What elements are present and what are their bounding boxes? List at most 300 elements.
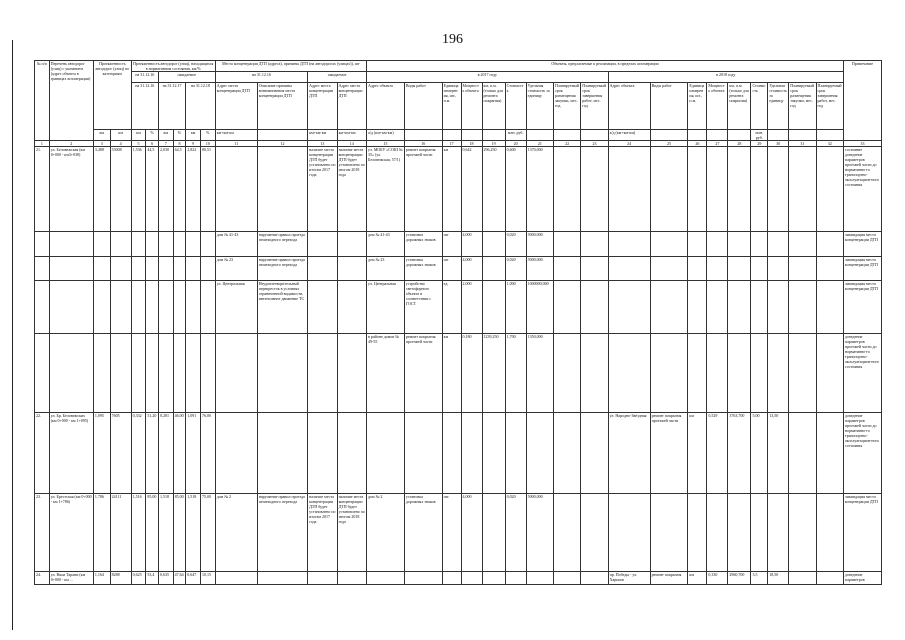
table-cell-c23 [581, 257, 608, 281]
table-cell-v5 [131, 281, 146, 334]
table-cell-no [35, 257, 50, 281]
table-cell-c17 [442, 413, 461, 494]
hdr-unit-km-4: км [110, 130, 131, 141]
table-cell-v9 [186, 281, 201, 334]
table-cell-v10 [200, 257, 215, 281]
table-cell-v3: 1,164 [93, 572, 110, 585]
table-cell-c19 [482, 413, 505, 494]
table-cell-c14: наличие места концентрации ДТП будет установлено по итогам 2018 года [337, 147, 366, 232]
table-cell-c17: шт [442, 232, 461, 257]
table-cell-c12 [257, 334, 307, 413]
table-cell-v3: 1,095 [93, 413, 110, 494]
table-cell-c30 [768, 334, 789, 413]
table-cell-v3: 3,488 [93, 147, 110, 232]
table-cell-note: доведение параметров проезжей части до нормативно-го транспортно-эксплуатацион-ного состояния [843, 413, 881, 494]
hdr-blank-17 [442, 130, 461, 141]
table-cell-note: ликвидация места концентрации ДТП [843, 257, 881, 281]
table-cell-v7: 1,518 [158, 494, 173, 572]
table-cell-v7 [158, 257, 173, 281]
table-cell-c12 [257, 572, 307, 585]
table-cell-c23 [581, 494, 608, 572]
table-cell-v6 [146, 257, 159, 281]
table-cell-c27: 0,529 [707, 413, 728, 494]
table-cell-c25 [650, 281, 688, 334]
table-cell-c28: 2960,700 [728, 572, 751, 585]
column-number: 24 [608, 141, 650, 147]
hdr-blank-21 [526, 130, 553, 141]
table-cell-c19 [482, 232, 505, 257]
table-cell-c19: 296,250 [482, 147, 505, 232]
column-number: 4 [110, 141, 131, 147]
table-cell-c24 [608, 494, 650, 572]
table-cell-c13 [308, 257, 337, 281]
table-cell-c14 [337, 572, 366, 585]
table-cell-c24: ул. Народно-Звёздная [608, 413, 650, 494]
column-number: 25 [650, 141, 688, 147]
table-cell-v10: 76,00 [200, 413, 215, 494]
table-cell-c26: км [688, 572, 707, 585]
table-cell-v8: 46,00 [173, 413, 186, 494]
hdr-length: Протяженность автодорог (улиц) по категориям [93, 61, 131, 130]
header-row-2 [35, 72, 882, 83]
table-cell-c12: нарушение правил проезда пешеходного перехода [257, 494, 307, 572]
hdr-blank-16 [404, 130, 442, 141]
table-cell-v10 [200, 232, 215, 257]
table-cell-no: 24. [35, 572, 50, 585]
column-number: 32 [816, 141, 843, 147]
hdr-no: № п/п [35, 61, 50, 141]
table-cell-v3 [93, 281, 110, 334]
table-cell-c25 [650, 494, 688, 572]
hdr-coords-13: км+км-км [308, 130, 337, 141]
table-cell-c15: дом № 2 [367, 494, 405, 572]
table-cell-c17: шт. [442, 494, 461, 572]
table-cell-c16: установка дорожных знаков [404, 257, 442, 281]
table-cell-v9 [186, 232, 201, 257]
table-cell-c13 [308, 232, 337, 257]
hdr-addr-object-2018: Адрес объекта [608, 83, 650, 130]
hdr-plan-end-2017: Планируемый срок завершения работ, мес. год [581, 83, 608, 130]
table-cell-c16: установка дорожных знаков [404, 494, 442, 572]
table-cell-c17 [442, 572, 461, 585]
table-row [35, 257, 882, 281]
hdr-addr-place-2017: Адрес места концентрации ДТП [308, 83, 337, 130]
table-cell-c23 [581, 147, 608, 232]
table-cell-v10: 10,15 [200, 572, 215, 585]
table-cell-c16: устройство светофорного объекта в соответствии с ГОСТ [404, 281, 442, 334]
table-cell-v6 [146, 232, 159, 257]
table-cell-c31 [789, 572, 816, 585]
hdr-unit-2017: Единица измерения, шт., п.м. [442, 83, 461, 130]
hdr-blank-23 [581, 130, 608, 141]
table-row [35, 494, 882, 572]
table-cell-c15: в районе домов № 49-55 [367, 334, 405, 413]
hdr-dtp-expected: ожидаемое [308, 72, 367, 83]
hdr-reason: Описание причины возникновения места концентрации ДТП [257, 83, 307, 130]
table-cell-no: 21. [35, 147, 50, 232]
table-cell-c28 [728, 232, 751, 257]
table-cell-v7 [158, 334, 173, 413]
column-number: 5 [131, 141, 146, 147]
table-cell-road [49, 281, 93, 334]
hdr-coords-15: а/д (км+км-км) [367, 130, 405, 141]
table-cell-c22 [553, 413, 580, 494]
table-cell-c15: дом № 41-43 [367, 232, 405, 257]
column-number: 18 [461, 141, 482, 147]
hdr-sub-311216: на 31.12.16 [131, 83, 158, 130]
table-cell-c21: 1350,000 [526, 334, 553, 413]
hdr-coords-24: а/д (км+км-км) [608, 130, 650, 141]
column-number: 30 [768, 141, 789, 147]
hdr-unit-pct-8: % [173, 130, 186, 141]
table-cell-v3 [93, 257, 110, 281]
table-cell-c21: 1370,000 [526, 147, 553, 232]
table-cell-v5 [131, 257, 146, 281]
table-cell-c22 [553, 281, 580, 334]
table-cell-c19: 1239,250 [482, 334, 505, 413]
table-cell-c11: ул. Центральная [215, 281, 257, 334]
column-number: 11 [215, 141, 257, 147]
table-cell-c18: 4,000 [461, 232, 482, 257]
table-cell-c31 [789, 413, 816, 494]
table-cell-v8: 85,00 [173, 494, 186, 572]
column-number: 13 [308, 141, 337, 147]
table-row [35, 281, 882, 334]
table-cell-c17: км [442, 147, 461, 232]
table-cell-c31 [789, 281, 816, 334]
table-cell-c25: ремонт покрытия [650, 572, 688, 585]
table-cell-c22 [553, 572, 580, 585]
column-number: 23 [581, 141, 608, 147]
table-cell-c29: 5,00 [751, 413, 768, 494]
table-cell-v8 [173, 334, 186, 413]
table-cell-c23 [581, 334, 608, 413]
table-cell-c17: шт [442, 257, 461, 281]
hdr-unit-km-7: км [158, 130, 173, 141]
hdr-blank-22 [553, 130, 580, 141]
table-cell-no: 23. [35, 494, 50, 572]
table-cell-c24 [608, 334, 650, 413]
hdr-311216: на 31.12.16 [131, 72, 158, 83]
table-cell-c15: ул. МОБУ «СОШ № 35» (ул. Беловежская, 57/1) [367, 147, 405, 232]
table-cell-c23 [581, 413, 608, 494]
table-cell-road [49, 334, 93, 413]
hdr-work-type-2018: Виды работ [650, 83, 688, 130]
table-cell-c32 [816, 281, 843, 334]
table-cell-c28 [728, 281, 751, 334]
table-cell-v4 [110, 281, 131, 334]
page-number: 196 [442, 32, 463, 47]
hdr-addr-place-2018: Адрес места концентрации ДТП [337, 83, 366, 130]
table-cell-v6 [146, 334, 159, 413]
table-cell-c13 [308, 572, 337, 585]
table-cell-c30 [768, 281, 789, 334]
table-cell-c31 [789, 257, 816, 281]
table-cell-note: ликвидация места концентрации ДТП [843, 281, 881, 334]
table-cell-c28 [728, 147, 751, 232]
table-cell-c27 [707, 232, 728, 257]
table-cell-road: ул. Вяхи Тарани (км 0+000 - км ... [49, 572, 93, 585]
table-cell-note: ликвидация места концентрации ДТП [843, 232, 881, 257]
table-row [35, 232, 882, 257]
table-cell-road [49, 232, 93, 257]
table-cell-c29 [751, 281, 768, 334]
table-cell-c30 [768, 257, 789, 281]
table-cell-c27 [707, 147, 728, 232]
table-cell-c28: 3763,700 [728, 413, 751, 494]
table-cell-road: ул. Беловежская (км 0+000 - км3+038) [49, 147, 93, 232]
table-cell-note: доведение параметров проезжей части до нормативно-го транспортно-эксплуатацион-ного состояния [843, 334, 881, 413]
column-number: 20 [505, 141, 526, 147]
table-cell-v7: 2,030 [158, 147, 173, 232]
table-cell-c26 [688, 147, 707, 232]
table-cell-c22 [553, 147, 580, 232]
table-cell-c31 [789, 232, 816, 257]
table-cell-c23 [581, 281, 608, 334]
table-cell-c21 [526, 572, 553, 585]
table-cell-c22 [553, 334, 580, 413]
table-cell-c17: ед. [442, 281, 461, 334]
table-cell-v5: 0,625 [131, 572, 146, 585]
hdr-road-name: Перечень автодорог (улиц) с указанием (адрес объекта в границах агломерации) [49, 61, 93, 141]
table-cell-c28 [728, 257, 751, 281]
column-number: 8 [173, 141, 186, 147]
table-cell-c18 [461, 572, 482, 585]
table-cell-c32 [816, 232, 843, 257]
column-number: 12 [257, 141, 307, 147]
table-cell-c27 [707, 281, 728, 334]
table-cell-v9: 0,647 [186, 572, 201, 585]
table-cell-c11: дом № 23 [215, 257, 257, 281]
table-cell-c32 [816, 494, 843, 572]
table-cell-c30: 18,50 [768, 572, 789, 585]
table-cell-c16 [404, 413, 442, 494]
table-cell-c18: 2,000 [461, 281, 482, 334]
table-cell-c15: ул. Центральная [367, 281, 405, 334]
table-cell-c32 [816, 147, 843, 232]
table-cell-c16: ремонт покрытия проезжей части [404, 334, 442, 413]
table-cell-c27: 0,330 [707, 572, 728, 585]
table-cell-c29 [751, 257, 768, 281]
table-cell-c28 [728, 494, 751, 572]
hdr-addr-object-2017: Адрес объекта [367, 83, 405, 130]
hdr-unit-km-3: км [93, 130, 110, 141]
table-cell-c29 [751, 494, 768, 572]
column-number: 14 [337, 141, 366, 147]
table-cell-c11 [215, 334, 257, 413]
hdr-unit-pct-6: % [146, 130, 159, 141]
header-row-1 [35, 61, 882, 72]
table-cell-c20: 0,020 [505, 232, 526, 257]
table-cell-c31 [789, 334, 816, 413]
column-number: 2 [49, 141, 93, 147]
table-cell-c32 [816, 413, 843, 494]
table-cell-c20: 1,000 [505, 281, 526, 334]
column-number: 6 [146, 141, 159, 147]
table-cell-c24 [608, 232, 650, 257]
table-cell-c11: дом № 2 [215, 494, 257, 572]
table-cell-c24 [608, 257, 650, 281]
table-cell-c11 [215, 147, 257, 232]
table-cell-v5: 1,516 [131, 494, 146, 572]
table-cell-c25 [650, 147, 688, 232]
table-cell-c16: ремонт покрытия проезжей части [404, 147, 442, 232]
table-cell-c12: нарушение правил проезда пешеходного перехода [257, 257, 307, 281]
column-number: 1 [35, 141, 50, 147]
table-cell-v10 [200, 281, 215, 334]
table-cell-note: ликвидация места концентрации ДТП [843, 494, 881, 572]
hdr-blank-31 [789, 130, 816, 141]
hdr-unit-cost-2018: Удельная стоимость за единицу [768, 83, 789, 130]
table-cell-c15: дом № 23 [367, 257, 405, 281]
table-cell-c26 [688, 334, 707, 413]
hdr-blank-30 [768, 130, 789, 141]
table-cell-v6: 44,5 [146, 147, 159, 232]
table-cell-c25 [650, 232, 688, 257]
column-number: 17 [442, 141, 461, 147]
column-number: 28 [728, 141, 751, 147]
table-cell-c16: установка дорожных знаков [404, 232, 442, 257]
table-cell-v8 [173, 281, 186, 334]
header-row-3 [35, 83, 882, 130]
table-cell-c20: 0,020 [505, 494, 526, 572]
column-number: 21 [526, 141, 553, 147]
table-cell-c15 [367, 572, 405, 585]
table-cell-c14 [337, 334, 366, 413]
hdr-year-2018: в 2018 году [608, 72, 843, 83]
hdr-plan-start-2017: Планируемый срок размещения закупки, мес. год [553, 83, 580, 130]
hdr-capacity-2017: Мощность объекта [461, 83, 482, 130]
table-cell-c29 [751, 334, 768, 413]
column-number: 31 [789, 141, 816, 147]
hdr-blank-12 [257, 130, 307, 141]
table-cell-v5 [131, 232, 146, 257]
table-cell-c14 [337, 413, 366, 494]
table-row [35, 572, 882, 585]
table-cell-c19 [482, 494, 505, 572]
hdr-blank-19 [482, 130, 505, 141]
table-cell-c32 [816, 572, 843, 585]
table-cell-no [35, 334, 50, 413]
table-cell-c25: ремонт покрытия проезжей части [650, 413, 688, 494]
hdr-blank-32 [816, 130, 843, 141]
table-cell-c21: 1000000,000 [526, 281, 553, 334]
table-cell-c18 [461, 413, 482, 494]
column-number: 33 [843, 141, 881, 147]
table-cell-c14 [337, 257, 366, 281]
table-cell-c23 [581, 572, 608, 585]
table-cell-c32 [816, 334, 843, 413]
table-cell-v8: 47,64 [173, 572, 186, 585]
hdr-year-2017: в 2017 году [367, 72, 609, 83]
table-cell-c13 [308, 334, 337, 413]
table-cell-c26 [688, 257, 707, 281]
table-cell-v4 [110, 232, 131, 257]
table-cell-c25 [650, 257, 688, 281]
hdr-incl-repair-2017: км, п.м. (только для ремонта покрытия) [482, 83, 505, 130]
hdr-unit-cost-2017: Удельная стоимость за единицу [526, 83, 553, 130]
table-cell-c24 [608, 147, 650, 232]
hdr-dtp-311216: на 31.12.16 [215, 72, 307, 83]
table-cell-v6: 85,00 [146, 494, 159, 572]
table-cell-c19 [482, 281, 505, 334]
hdr-note: Примечание [843, 61, 881, 141]
hdr-blank-28 [728, 130, 751, 141]
table-cell-c26 [688, 494, 707, 572]
table-cell-c31 [789, 147, 816, 232]
column-number: 3 [93, 141, 110, 147]
table-cell-c29 [751, 147, 768, 232]
table-cell-v3 [93, 334, 110, 413]
table-cell-c13: наличие места концентрации ДТП будет установлено по итогам 2017 года [308, 494, 337, 572]
hdr-cost-2018: Стоимость [751, 83, 768, 130]
table-row [35, 334, 882, 413]
table-cell-v4 [110, 257, 131, 281]
table-cell-v3: 1,786 [93, 494, 110, 572]
table-cell-v9: 1,091 [186, 413, 201, 494]
table-cell-c23 [581, 232, 608, 257]
table-cell-c29: 3,5 [751, 572, 768, 585]
table-cell-v10: 75,00 [200, 494, 215, 572]
table-cell-c19 [482, 257, 505, 281]
table-cell-c13 [308, 413, 337, 494]
column-number: 26 [688, 141, 707, 147]
table-cell-road [49, 257, 93, 281]
table-row [35, 147, 882, 232]
table-cell-note: доведение параметров [843, 572, 881, 585]
column-number: 22 [553, 141, 580, 147]
table-cell-c27 [707, 334, 728, 413]
table-cell-v7 [158, 281, 173, 334]
hdr-unit-rub-20: млн. руб. [505, 130, 526, 141]
table-cell-c20: 0,600 [505, 147, 526, 232]
column-number: 19 [482, 141, 505, 147]
table-cell-v4: 53008 [110, 147, 131, 232]
table-cell-c18: 0,180 [461, 334, 482, 413]
hdr-coords-11: км+км-км [215, 130, 257, 141]
hdr-coords-14: км+км-км [337, 130, 366, 141]
table-cell-c21 [526, 413, 553, 494]
column-number: 9 [186, 141, 201, 147]
hdr-unit-2018: Единица измерения, шт., п.м. [688, 83, 707, 130]
table-cell-no [35, 232, 50, 257]
table-cell-c28 [728, 334, 751, 413]
hdr-dtp-places: Места концентрации ДТП (адреса), причины ДТП (на автодорогах (улицах)), шт [215, 61, 366, 72]
header-row-4 [35, 130, 882, 141]
table-cell-c12: Неудовлетворительный перекресток в условиях ограниченной видимости, интенсивное движение ТС [257, 281, 307, 334]
hdr-addr-dtp: Адрес места концентрации ДТП [215, 83, 257, 130]
table-cell-c13: наличие места концентрации ДТП будет установлено по итогам 2017 года [308, 147, 337, 232]
table-cell-c30: 13,50 [768, 413, 789, 494]
table-cell-v6: 53,4 [146, 572, 159, 585]
table-cell-v5: 0,332 [131, 413, 146, 494]
table-cell-c18: 4,000 [461, 494, 482, 572]
table-cell-v9: 2,822 [186, 147, 201, 232]
table-cell-c18: 0,642 [461, 147, 482, 232]
table-cell-c16 [404, 572, 442, 585]
table-cell-c20 [505, 413, 526, 494]
table-cell-road: ул. Брестская (км 0+000 - км 1+786) [49, 494, 93, 572]
hdr-cost-2017: Стоимость [505, 83, 526, 130]
road-safety-table [34, 60, 882, 585]
table-cell-road: ул. Бр. Беловежских (км 0+000 - км 1+095) [49, 413, 93, 494]
hdr-blank-18 [461, 130, 482, 141]
table-cell-v9 [186, 334, 201, 413]
table-cell-c30 [768, 232, 789, 257]
hdr-plan-end-2018: Планируемый срок завершения работ, мес. год [816, 83, 843, 130]
table-cell-c26 [688, 281, 707, 334]
table-cell-c31 [789, 494, 816, 572]
